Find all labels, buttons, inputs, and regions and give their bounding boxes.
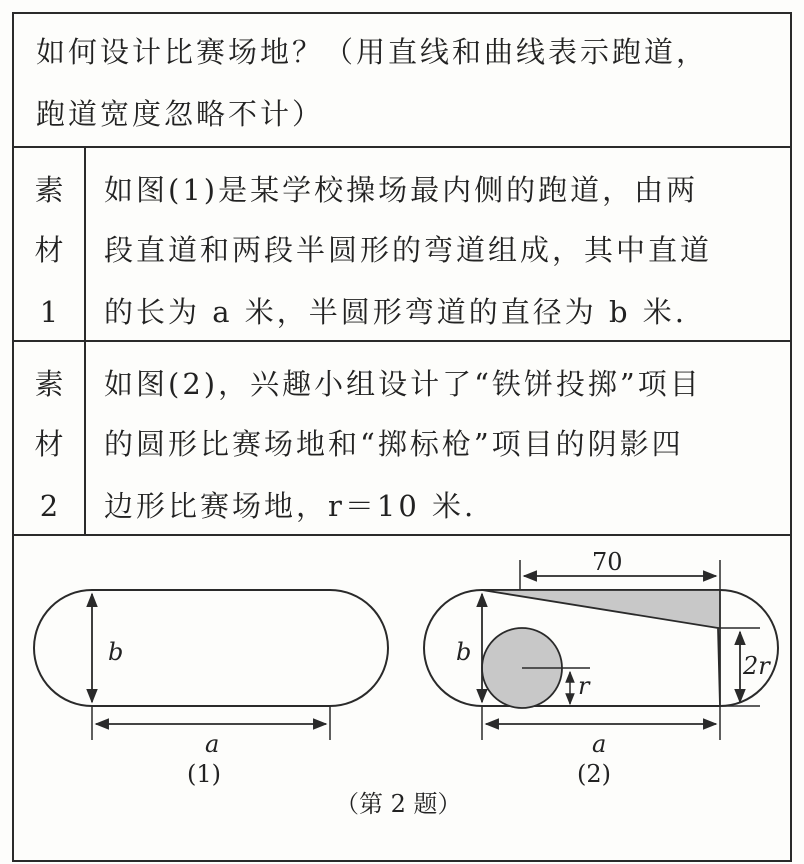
figure-1: [34, 590, 388, 788]
question-line-1: 如何设计比赛场地？（用直线和曲线表示跑道，: [36, 35, 709, 69]
figure-1-label-a: a: [205, 730, 220, 758]
material-1-label-char-2: 材: [34, 233, 64, 267]
material-1-line-1: 如图(1)是某学校操场最内侧的跑道，由两: [104, 173, 699, 207]
figure-caption: （第 2 题）: [335, 790, 462, 818]
figure-1-label-b: b: [108, 638, 124, 666]
figure-2-label-2r: 2r: [743, 652, 770, 680]
material-2-label-char-1: 素: [34, 367, 64, 401]
material-1-label-number: 1: [39, 295, 59, 329]
figure-1-caption: (1): [187, 760, 221, 788]
figure-2-label-b: b: [456, 638, 472, 666]
material-2-line-2: 的圆形比赛场地和“掷标枪”项目的阴影四: [104, 427, 684, 461]
figure-2-label-70: 70: [592, 548, 623, 576]
material-2-label-char-2: 材: [34, 427, 64, 461]
material-1-label-char-1: 素: [34, 173, 64, 207]
figure-2-label-a: a: [592, 730, 607, 758]
material-2-line-1: 如图(2)，兴趣小组设计了“铁饼投掷”项目: [104, 367, 702, 401]
question-line-2: 跑道宽度忽略不计）: [36, 97, 325, 131]
material-2-label-number: 2: [39, 489, 59, 523]
material-2-line-3: 边形比赛场地，r＝10 米.: [104, 489, 477, 523]
figure-2-caption: (2): [577, 760, 611, 788]
figure-1-track: [34, 590, 388, 706]
material-1-line-2: 段直道和两段半圆形的弯道组成，其中直道: [104, 233, 713, 267]
figure-2: [424, 548, 778, 788]
material-1-line-3: 的长为 a 米，半圆形弯道的直径为 b 米.: [104, 295, 687, 329]
figure-2-label-r: r: [578, 672, 590, 700]
